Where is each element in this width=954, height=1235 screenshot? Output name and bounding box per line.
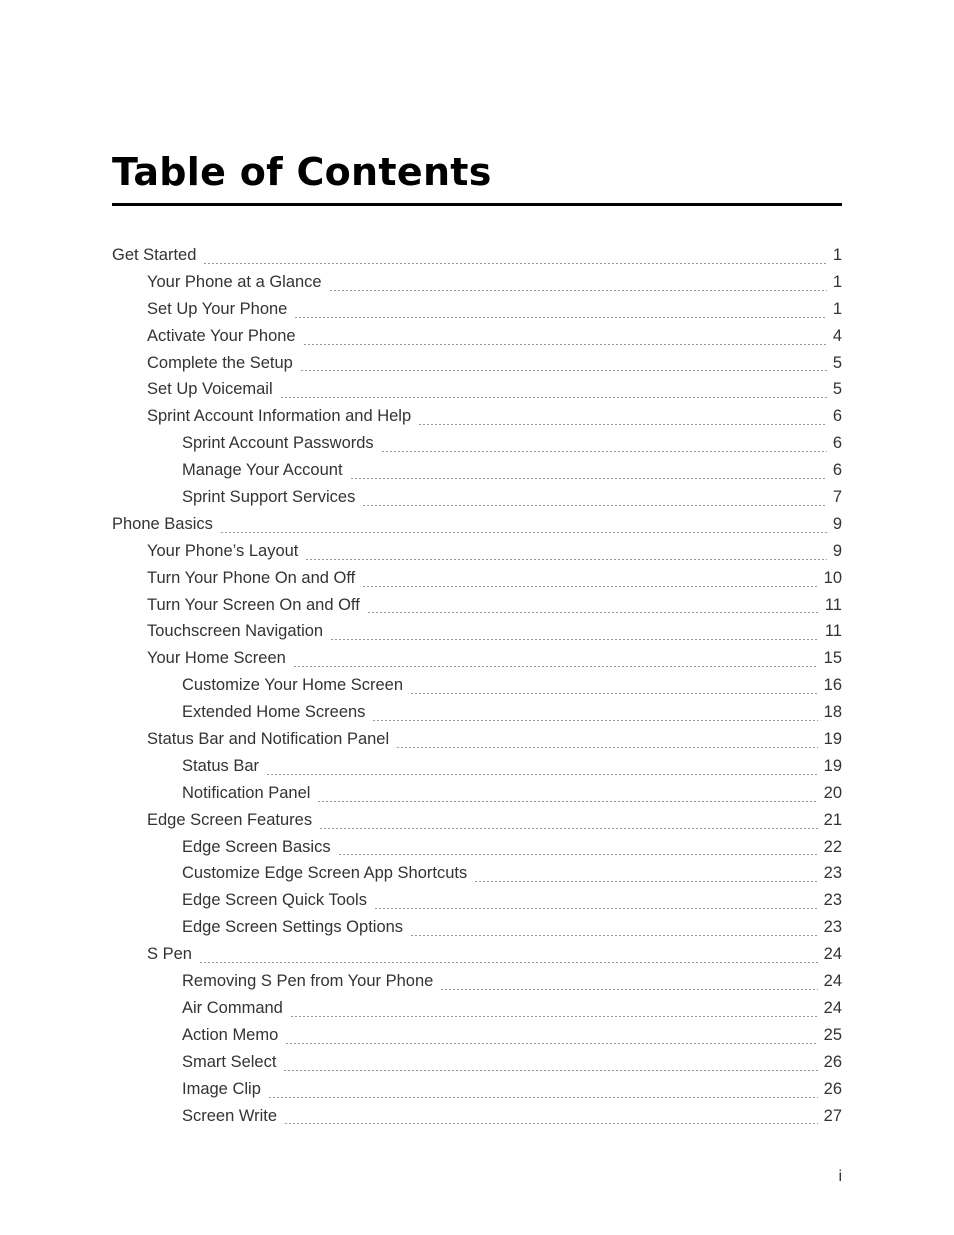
toc-entry[interactable] — [112, 594, 842, 621]
toc-entry[interactable] — [112, 298, 842, 325]
dot-leader — [410, 693, 818, 694]
toc-entry[interactable] — [112, 432, 842, 459]
toc-entry[interactable] — [112, 836, 842, 863]
toc-entry[interactable] — [112, 1024, 842, 1051]
toc-entry-label: Notification Panel — [182, 783, 311, 802]
toc-entry[interactable] — [112, 1051, 842, 1078]
toc-entry-page: 1 — [832, 299, 842, 318]
dot-leader — [319, 828, 818, 829]
toc-entry[interactable] — [112, 1105, 842, 1132]
dot-leader — [362, 586, 817, 587]
toc-entry-label: Set Up Voicemail — [147, 380, 273, 399]
toc-entry-label: Image Clip — [182, 1079, 261, 1098]
toc-entry-page: 18 — [823, 703, 842, 722]
toc-entry[interactable] — [112, 728, 842, 755]
dot-leader — [410, 935, 818, 936]
toc-entry-label: Action Memo — [182, 1025, 279, 1044]
toc-entry-label: Activate Your Phone — [147, 326, 296, 345]
toc-entry-label: Edge Screen Features — [147, 810, 313, 829]
toc-entry-label: Set Up Your Phone — [147, 299, 288, 318]
dot-leader — [329, 290, 827, 291]
toc-entry-page: 1 — [832, 246, 842, 264]
dot-leader — [305, 559, 826, 560]
toc-entry[interactable] — [112, 352, 842, 379]
dot-leader — [303, 344, 827, 345]
toc-entry[interactable] — [112, 862, 842, 889]
toc-entry[interactable] — [112, 486, 842, 513]
toc-entry[interactable] — [112, 647, 842, 674]
toc-entry-page: 5 — [832, 353, 842, 372]
toc-entry-page: 11 — [824, 595, 842, 614]
toc-entry-page: 4 — [832, 326, 842, 345]
toc-entry-page: 16 — [823, 676, 842, 695]
toc-entry[interactable] — [112, 325, 842, 352]
toc-entry[interactable] — [112, 1078, 842, 1105]
toc-entry[interactable] — [112, 674, 842, 701]
dot-leader — [266, 774, 818, 775]
dot-leader — [284, 1123, 818, 1124]
page-title: Table of Contents — [112, 150, 492, 194]
toc-entry-page: 15 — [823, 649, 842, 668]
toc-entry[interactable] — [112, 970, 842, 997]
toc-entry-page: 11 — [824, 622, 842, 641]
title-divider — [112, 203, 842, 206]
toc-entry[interactable] — [112, 378, 842, 405]
toc-entry-label: Phone Basics — [112, 514, 213, 533]
toc-entry-page: 5 — [832, 380, 842, 399]
dot-leader — [474, 881, 817, 882]
toc-entry-page: 27 — [823, 1106, 842, 1125]
toc-entry-label: Your Phone at a Glance — [147, 272, 322, 291]
toc-entry[interactable] — [112, 244, 842, 271]
dot-leader — [293, 666, 818, 667]
toc-entry-page: 10 — [823, 568, 842, 587]
toc-entry-page: 26 — [823, 1052, 842, 1071]
dot-leader — [372, 720, 817, 721]
dot-leader — [330, 639, 819, 640]
toc-entry[interactable] — [112, 755, 842, 782]
toc-entry-label: Status Bar and Notification Panel — [147, 730, 390, 749]
toc-entry[interactable] — [112, 620, 842, 647]
toc-entry-page: 26 — [823, 1079, 842, 1098]
toc-entry-page: 21 — [823, 810, 842, 829]
dot-leader — [285, 1043, 817, 1044]
toc-entry-label: Touchscreen Navigation — [147, 622, 324, 641]
toc-entry-label: Customize Your Home Screen — [182, 676, 404, 695]
toc-entry-label: Edge Screen Settings Options — [182, 918, 404, 937]
toc-entry-page: 19 — [823, 730, 842, 749]
dot-leader — [300, 370, 827, 371]
toc-entry-label: Extended Home Screens — [182, 703, 366, 722]
toc-entry-page: 25 — [823, 1025, 842, 1044]
dot-leader — [283, 1070, 817, 1071]
dot-leader — [199, 962, 818, 963]
toc-entry-label: S Pen — [147, 945, 192, 964]
toc-entry-page: 20 — [823, 783, 842, 802]
toc-entry[interactable] — [112, 540, 842, 567]
toc-entry[interactable] — [112, 943, 842, 970]
toc-entry-label: Status Bar — [182, 756, 260, 775]
toc-entry[interactable] — [112, 405, 842, 432]
dot-leader — [220, 532, 827, 533]
table-of-contents — [112, 244, 842, 1131]
dot-leader — [396, 747, 817, 748]
toc-entry-page: 24 — [823, 972, 842, 991]
toc-entry-label: Sprint Account Information and Help — [147, 407, 412, 426]
page-number: i — [838, 1168, 842, 1185]
toc-entry-label: Customize Edge Screen App Shortcuts — [182, 864, 468, 883]
dot-leader — [280, 397, 827, 398]
toc-entry-label: Manage Your Account — [182, 461, 343, 480]
toc-entry[interactable] — [112, 271, 842, 298]
dot-leader — [381, 451, 827, 452]
dot-leader — [367, 612, 819, 613]
toc-entry-label: Smart Select — [182, 1052, 277, 1071]
toc-entry[interactable] — [112, 782, 842, 809]
toc-entry-label: Your Phone’s Layout — [147, 541, 299, 560]
toc-entry-page: 24 — [823, 945, 842, 964]
dot-leader — [374, 908, 818, 909]
toc-entry-label: Air Command — [182, 998, 283, 1017]
toc-entry-label: Turn Your Screen On and Off — [147, 595, 360, 614]
dot-leader — [294, 317, 826, 318]
toc-entry[interactable] — [112, 916, 842, 943]
dot-leader — [268, 1097, 818, 1098]
toc-entry-label: Edge Screen Quick Tools — [182, 891, 367, 910]
toc-entry-label: Removing S Pen from Your Phone — [182, 972, 434, 991]
dot-leader — [362, 505, 826, 506]
dot-leader — [290, 1016, 818, 1017]
toc-entry[interactable] — [112, 997, 842, 1024]
toc-entry[interactable] — [112, 701, 842, 728]
dot-leader — [203, 263, 826, 264]
toc-entry[interactable] — [112, 459, 842, 486]
toc-entry-page: 23 — [823, 891, 842, 910]
toc-entry-label: Your Home Screen — [147, 649, 286, 668]
toc-entry-label: Get Started — [112, 246, 197, 264]
toc-entry-page: 9 — [832, 514, 842, 533]
toc-entry-page: 7 — [832, 488, 842, 507]
dot-leader — [350, 478, 827, 479]
toc-entry-page: 9 — [832, 541, 842, 560]
toc-entry-page: 19 — [823, 756, 842, 775]
toc-entry-page: 6 — [832, 434, 842, 453]
toc-entry[interactable] — [112, 567, 842, 594]
toc-entry-label: Screen Write — [182, 1106, 278, 1125]
toc-entry-page: 22 — [823, 837, 842, 856]
toc-entry-page: 24 — [823, 998, 842, 1017]
dot-leader — [418, 424, 827, 425]
toc-entry[interactable] — [112, 513, 842, 540]
toc-entry[interactable] — [112, 889, 842, 916]
toc-entry-label: Turn Your Phone On and Off — [147, 568, 356, 587]
toc-entry-label: Edge Screen Basics — [182, 837, 331, 856]
toc-entry[interactable] — [112, 809, 842, 836]
toc-entry-label: Sprint Support Services — [182, 488, 356, 507]
dot-leader — [338, 854, 818, 855]
toc-entry-label: Complete the Setup — [147, 353, 293, 372]
toc-entry-page: 6 — [832, 461, 842, 480]
dot-leader — [317, 801, 817, 802]
toc-entry-page: 23 — [823, 918, 842, 937]
toc-entry-page: 23 — [823, 864, 842, 883]
toc-entry-label: Sprint Account Passwords — [182, 434, 374, 453]
toc-entry-page: 6 — [832, 407, 842, 426]
toc-entry-page: 1 — [832, 272, 842, 291]
dot-leader — [440, 989, 817, 990]
